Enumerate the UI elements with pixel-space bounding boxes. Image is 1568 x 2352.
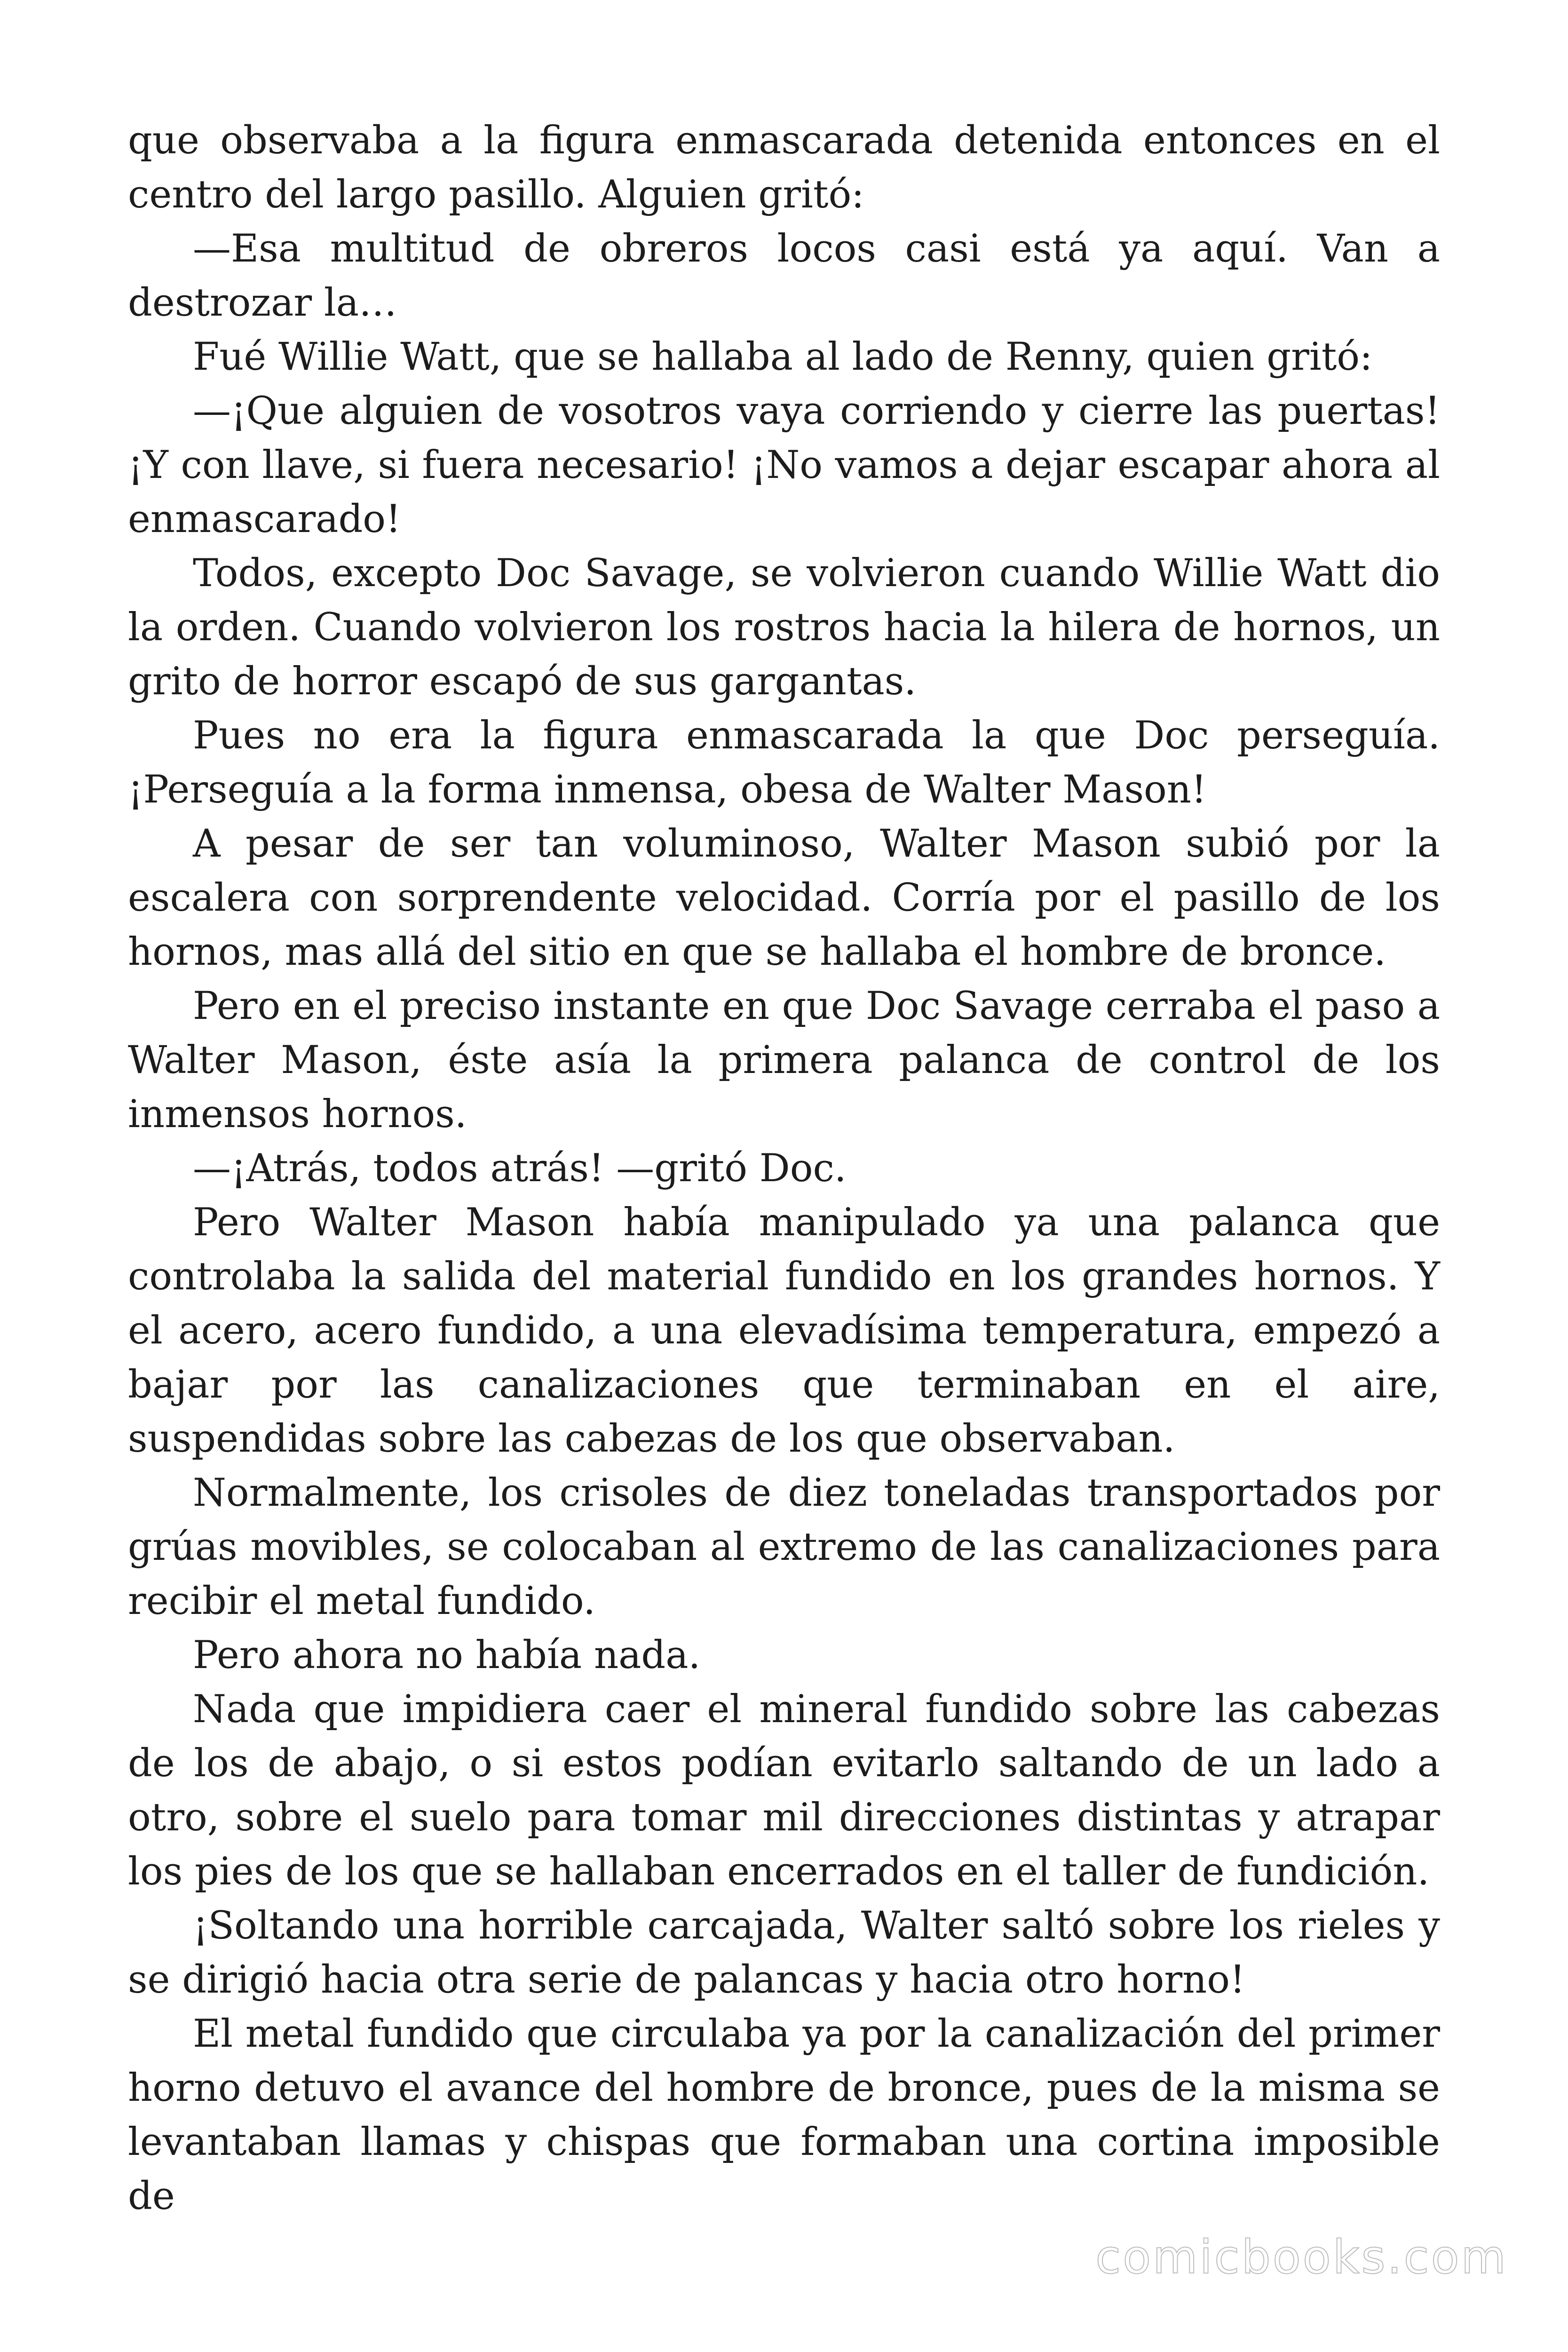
paragraph-10: Pero Walter Mason había manipulado ya una palanca que controlaba la salida del material fundido en los grandes hornos. Y el acero, acero fundido, a una elevadísima temperatura, empezó a bajar por las canalizaciones que terminaban en el aire, suspendidas sobre las cabezas de los que observaban. [128, 1200, 1440, 1461]
paragraph-12: Pero ahora no había nada. [193, 1633, 701, 1677]
paragraph-11: Normalmente, los crisoles de diez toneladas transportados por grúas movibles, se colocaban al extremo de las canalizaciones para recibir el metal fundido. [128, 1471, 1440, 1623]
paragraph-9: —¡Atrás, todos atrás! —gritó Doc. [193, 1146, 847, 1191]
paragraph-4: —¡Que alguien de vosotros vaya corriendo y cierre las puertas! ¡Y con llave, si fuera necesario! ¡No vamos a dejar escapar ahora al enmascarado! [128, 389, 1440, 541]
paragraph-6: Pues no era la figura enmascarada la que Doc perseguía. ¡Perseguía a la forma inmensa, obesa de Walter Mason! [128, 714, 1440, 812]
paragraph-2: —Esa multitud de obreros locos casi está ya aquí. Van a destrozar la… [128, 227, 1440, 325]
paragraph-13: Nada que impidiera caer el mineral fundido sobre las cabezas de los de abajo, o si estos podían evitarlo saltando de un lado a otro, sobre el suelo para tomar mil direcciones distintas y atrapar los pies de los que se hallaban encerrados en el taller de fundición. [128, 1687, 1440, 1894]
paragraph-14: ¡Soltando una horrible carcajada, Walter saltó sobre los rieles y se dirigió hacia otra serie de palancas y hacia otro horno! [128, 1904, 1440, 2002]
paragraph-8: Pero en el preciso instante en que Doc Savage cerraba el paso a Walter Mason, éste asía la primera palanca de control de los inmensos hornos. [128, 984, 1440, 1136]
paragraph-3: Fué Willie Watt, que se hallaba al lado de Renny, quien gritó: [193, 335, 1373, 379]
paragraph-15: El metal fundido que circulaba ya por la canalización del primer horno detuvo el avance del hombre de bronce, pues de la misma se levantaban llamas y chispas que formaban una cortina imposible de [128, 2012, 1440, 2218]
paragraph-7: A pesar de ser tan voluminoso, Walter Mason subió por la escalera con sorprendente velocidad. Corría por el pasillo de los hornos, mas allá del sitio en que se hallaba el hombre de bronce. [128, 822, 1440, 974]
watermark: comicbooks.com [1095, 2231, 1508, 2284]
page-body [128, 114, 1440, 2224]
paragraph-5: Todos, excepto Doc Savage, se volvieron cuando Willie Watt dio la orden. Cuando volvieron los rostros hacia la hilera de hornos, un grito de horror escapó de sus gargantas. [128, 551, 1440, 704]
paragraph-1: que observaba a la figura enmascarada detenida entonces en el centro del largo pasillo. Alguien gritó: [128, 119, 1440, 217]
